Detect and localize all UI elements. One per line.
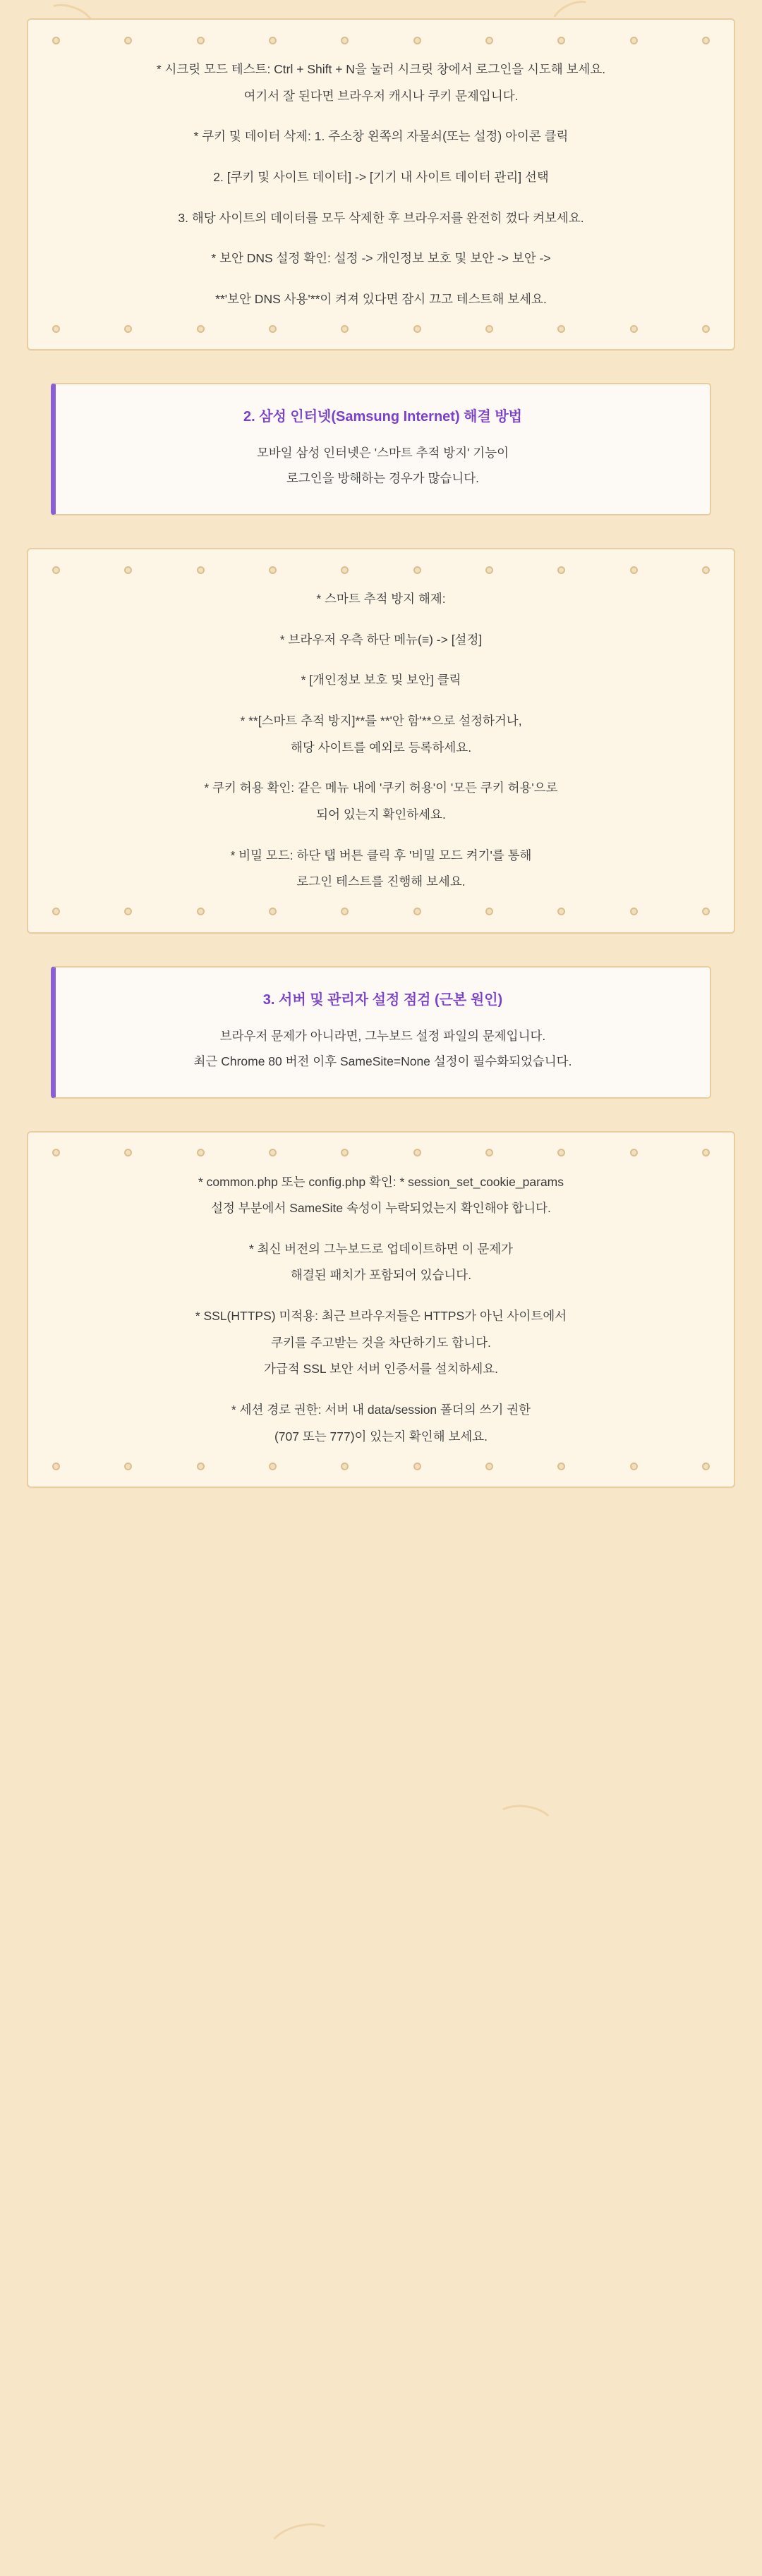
rail-dot-icon (124, 1463, 132, 1470)
note-body (56, 586, 706, 896)
note-line: (707 또는 777)이 있는지 확인해 보세요. (274, 1429, 488, 1443)
rail-dot-icon (197, 325, 205, 333)
note-line: 2. [쿠키 및 사이트 데이터] -> [기기 내 사이트 데이터 관리] 선택 (213, 169, 549, 184)
note-line: * 최신 버전의 그누보드로 업데이트하면 이 문제가 (248, 1241, 514, 1256)
rail-dot-icon (124, 37, 132, 44)
rail-dot-icon (702, 1149, 710, 1156)
rail-dot-icon (413, 566, 421, 574)
rail-dot-icon (52, 325, 60, 333)
rail-dot-icon (197, 37, 205, 44)
rail-dot-icon (52, 1149, 60, 1156)
rail-dot-icon (341, 1463, 349, 1470)
line-gap (56, 613, 706, 627)
note-line: 설정 부분에서 SameSite 속성이 누락되었는지 확인해야 합니다. (211, 1201, 551, 1216)
note-line: * [개인정보 보호 및 보안] 클릭 (301, 673, 461, 688)
rail-dot-icon (557, 1463, 565, 1470)
swirl-icon (492, 1801, 557, 1844)
rail-dot-icon (197, 908, 205, 915)
rail-dot-icon (341, 325, 349, 333)
headline-subtitle (81, 1024, 684, 1075)
server-admin-headline-card (51, 966, 711, 1099)
rail-dot-icon (557, 37, 565, 44)
rail-dot-icon (630, 1463, 638, 1470)
dot-rail-top (52, 35, 710, 45)
dot-rail-top (52, 1148, 710, 1158)
note-line: * 시크릿 모드 테스트: Ctrl + Shift + N을 눌러 시크릿 창에서 로그인을 시도해 보세요. (156, 62, 606, 76)
note-line: * 쿠키 허용 확인: 같은 메뉴 내에 '쿠키 허용'이 '모든 쿠키 허용'으로 (204, 781, 558, 795)
rail-dot-icon (702, 325, 710, 333)
rail-dot-icon (269, 1149, 277, 1156)
note-line: 쿠키를 주고받는 것을 차단하기도 합니다. (271, 1335, 491, 1350)
rail-dot-icon (630, 908, 638, 915)
rail-dot-icon (197, 1149, 205, 1156)
line-gap (56, 761, 706, 775)
line-gap (56, 191, 706, 205)
line-gap (56, 109, 706, 123)
note-line: * 보안 DNS 설정 확인: 설정 -> 개인정보 보호 및 보안 -> 보안 -> (211, 251, 551, 266)
line-gap (56, 272, 706, 286)
note-line: * SSL(HTTPS) 미적용: 최근 브라우저들은 HTTPS가 아닌 사이트에서 (195, 1309, 567, 1323)
note-line: 되어 있는지 확인하세요. (316, 807, 446, 822)
rail-dot-icon (557, 325, 565, 333)
rail-dot-icon (702, 37, 710, 44)
bottom-spacer (0, 1488, 762, 1527)
note-line: 로그인 테스트를 진행해 보세요. (296, 874, 466, 889)
headline-subtitle-line: 브라우저 문제가 아니라면, 그누보드 설정 파일의 문제입니다. (219, 1028, 546, 1043)
swirl-icon (265, 2517, 339, 2569)
line-gap (56, 694, 706, 708)
rail-dot-icon (702, 1463, 710, 1470)
rail-dot-icon (341, 566, 349, 574)
rail-dot-icon (630, 566, 638, 574)
note-line: * common.php 또는 config.php 확인: * session_set_cookie_params (198, 1174, 564, 1189)
rail-dot-icon (413, 1463, 421, 1470)
note-line: * **[스마트 추적 방지]**를 **'안 함'**으로 설정하거나, (240, 714, 522, 728)
rail-dot-icon (413, 325, 421, 333)
rail-dot-icon (341, 37, 349, 44)
rail-dot-icon (341, 1149, 349, 1156)
headline-title: 2. 삼성 인터넷(Samsung Internet) 해결 방법 (243, 409, 523, 425)
rail-dot-icon (413, 37, 421, 44)
chrome-troubleshooting-note (27, 18, 735, 350)
rail-dot-icon (485, 37, 493, 44)
line-gap (56, 829, 706, 843)
line-gap (56, 653, 706, 667)
rail-dot-icon (557, 566, 565, 574)
note-line: 해당 사이트를 예외로 등록하세요. (290, 740, 472, 755)
line-gap (56, 150, 706, 164)
headline-subtitle-line: 최근 Chrome 80 버전 이후 SameSite=None 설정이 필수화되었습니다. (193, 1054, 572, 1068)
server-admin-note (27, 1131, 735, 1489)
rail-dot-icon (485, 325, 493, 333)
note-line: * 비밀 모드: 하단 탭 버튼 클릭 후 '비밀 모드 켜기'를 통해 (230, 848, 532, 862)
rail-dot-icon (413, 1149, 421, 1156)
headline-title: 3. 서버 및 관리자 설정 점검 (근본 원인) (262, 991, 503, 1008)
note-line: * 스마트 추적 방지 해제: (316, 592, 446, 606)
rail-dot-icon (52, 37, 60, 44)
note-line: * 브라우저 우측 하단 메뉴(≡) -> [설정] (279, 632, 483, 647)
dot-rail-top (52, 565, 710, 575)
rail-dot-icon (269, 1463, 277, 1470)
rail-dot-icon (197, 566, 205, 574)
rail-dot-icon (413, 908, 421, 915)
note-line: * 쿠키 및 데이터 삭제: 1. 주소창 왼쪽의 자물쇠(또는 설정) 아이콘 클릭 (193, 129, 569, 144)
note-body (56, 56, 706, 312)
note-body (56, 1169, 706, 1451)
headline-subtitle-line: 모바일 삼성 인터넷은 '스마트 추적 방지' 기능이 (256, 446, 509, 460)
rail-dot-icon (341, 908, 349, 915)
samsung-internet-note (27, 548, 735, 934)
note-line: **'보안 DNS 사용'**이 켜져 있다면 잠시 끄고 테스트해 보세요. (215, 291, 547, 306)
rail-dot-icon (557, 908, 565, 915)
rail-dot-icon (124, 908, 132, 915)
dot-rail-bottom (52, 1461, 710, 1471)
rail-dot-icon (52, 1463, 60, 1470)
rail-dot-icon (630, 1149, 638, 1156)
rail-dot-icon (52, 908, 60, 915)
note-line: 가급적 SSL 보안 서버 인증서를 설치하세요. (263, 1362, 499, 1376)
top-spacer (0, 0, 762, 18)
rail-dot-icon (485, 908, 493, 915)
note-line: * 세션 경로 권한: 서버 내 data/session 폴더의 쓰기 권한 (231, 1402, 531, 1417)
rail-dot-icon (124, 1149, 132, 1156)
line-gap (56, 1222, 706, 1236)
dot-rail-bottom (52, 324, 710, 334)
headline-subtitle-line: 로그인을 방해하는 경우가 많습니다. (286, 471, 480, 486)
dot-rail-bottom (52, 907, 710, 917)
line-gap (56, 1289, 706, 1303)
note-line: 3. 해당 사이트의 데이터를 모두 삭제한 후 브라우저를 완전히 껐다 켜보세요. (178, 210, 584, 225)
rail-dot-icon (269, 325, 277, 333)
rail-dot-icon (124, 325, 132, 333)
rail-dot-icon (702, 566, 710, 574)
rail-dot-icon (630, 37, 638, 44)
line-gap (56, 231, 706, 245)
rail-dot-icon (557, 1149, 565, 1156)
note-line: 해결된 패치가 포함되어 있습니다. (290, 1268, 472, 1283)
rail-dot-icon (52, 566, 60, 574)
headline-subtitle (81, 441, 684, 492)
rail-dot-icon (630, 325, 638, 333)
rail-dot-icon (197, 1463, 205, 1470)
rail-dot-icon (485, 566, 493, 574)
rail-dot-icon (269, 566, 277, 574)
rail-dot-icon (485, 1149, 493, 1156)
rail-dot-icon (702, 908, 710, 915)
samsung-internet-headline-card (51, 383, 711, 515)
line-gap (56, 1383, 706, 1397)
rail-dot-icon (485, 1463, 493, 1470)
note-line: 여기서 잘 된다면 브라우저 캐시나 쿠키 문제입니다. (243, 88, 519, 103)
rail-dot-icon (124, 566, 132, 574)
rail-dot-icon (269, 37, 277, 44)
rail-dot-icon (269, 908, 277, 915)
